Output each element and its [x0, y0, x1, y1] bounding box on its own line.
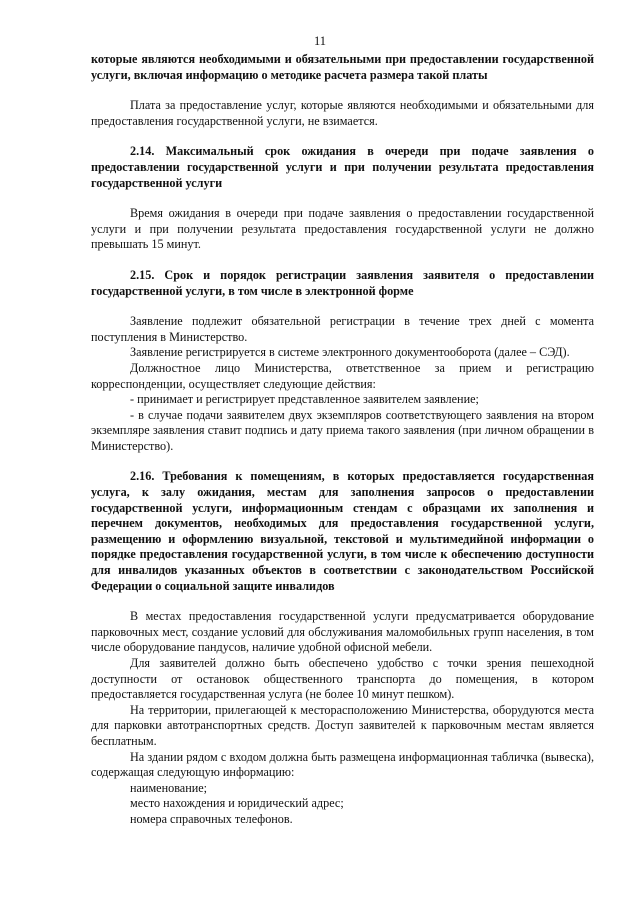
- sign-item-phones: номера справочных телефонов.: [130, 811, 293, 826]
- section-heading-2-16: 2.16. Требования к помещениям, в которых предоставляется государственная услуга, к залу ожидания, местам для заполнения запросов о предоставлении государственной услуги, информационным стендам с образцами их заполнения и перечнем документов, необходимых для предоставления государственной услуги, размещению и оформлению визуальной, текстовой и мультимедийной информации о порядке предоставления государственной услуги, в том числе к обеспечению доступности для инвалидов указанных объектов в соответствии с законодательством Российской Федерации о социальной защите инвалидов: [91, 469, 594, 593]
- paragraph-wait-time: Время ожидания в очереди при подаче заявления о предоставлении государственной услуги и при получении результата предоставления государственной услуги не должно превышать 15 минут.: [91, 206, 594, 252]
- paragraph-registration-3: Должностное лицо Министерства, ответственное за прием и регистрацию корреспонденции, осуществляет следующие действия:: [91, 360, 594, 391]
- paragraph-fee: Плата за предоставление услуг, которые являются необходимыми и обязательными для предоставления государственной услуги, не взимается.: [91, 98, 594, 128]
- paragraph-registration-2: Заявление регистрируется в системе электронного документооборота (далее – СЭД).: [130, 345, 570, 360]
- paragraph-premises-1: В местах предоставления государственной услуги предусматривается оборудование парковочных мест, создание условий для обслуживания маломобильных групп населения, в том числе оборудование пандусов, наличие удобной офисной мебели.: [91, 609, 594, 655]
- section-heading-continued: которые являются необходимыми и обязательными при предоставлении государственной услуги, включая информацию о методике расчета размера такой платы: [91, 52, 594, 82]
- paragraph-registration-1: Заявление подлежит обязательной регистрации в течение трех дней с момента поступления в Министерство.: [91, 314, 594, 344]
- paragraph-premises-2: Для заявителей должно быть обеспечено удобство с точки зрения пешеходной доступности от остановок общественного транспорта до помещения, в котором предоставляется государственная услуга (не более 10 минут пешком).: [91, 656, 594, 702]
- paragraph-premises-3: На территории, прилегающей к месторасположению Министерства, оборудуются места для парковки автотранспортных средств. Доступ заявителей к парковочным местам является бесплатным.: [91, 702, 594, 748]
- section-heading-2-14: 2.14. Максимальный срок ожидания в очереди при подаче заявления о предоставлении государственной услуги и при получении результата предоставления государственной услуги: [91, 144, 594, 190]
- paragraph-premises-4: На здании рядом с входом должна быть размещена информационная табличка (вывеска), содержащая следующую информацию:: [91, 749, 594, 780]
- sign-item-name: наименование;: [130, 780, 208, 795]
- paragraph-registration-4: - принимает и регистрирует представленное заявителем заявление;: [130, 392, 479, 407]
- paragraph-registration-5: - в случае подачи заявителем двух экземпляров соответствующего заявления на втором экземпляре заявления ставит подпись и дату приема такого заявления (при личном обращении в Министерство).: [91, 407, 594, 453]
- section-heading-2-15: 2.15. Срок и порядок регистрации заявления заявителя о предоставлении государственной услуги, в том числе в электронной форме: [91, 267, 594, 298]
- page-number: 11: [313, 34, 327, 48]
- document-body: [91, 52, 594, 828]
- sign-item-address: место нахождения и юридический адрес;: [130, 796, 344, 811]
